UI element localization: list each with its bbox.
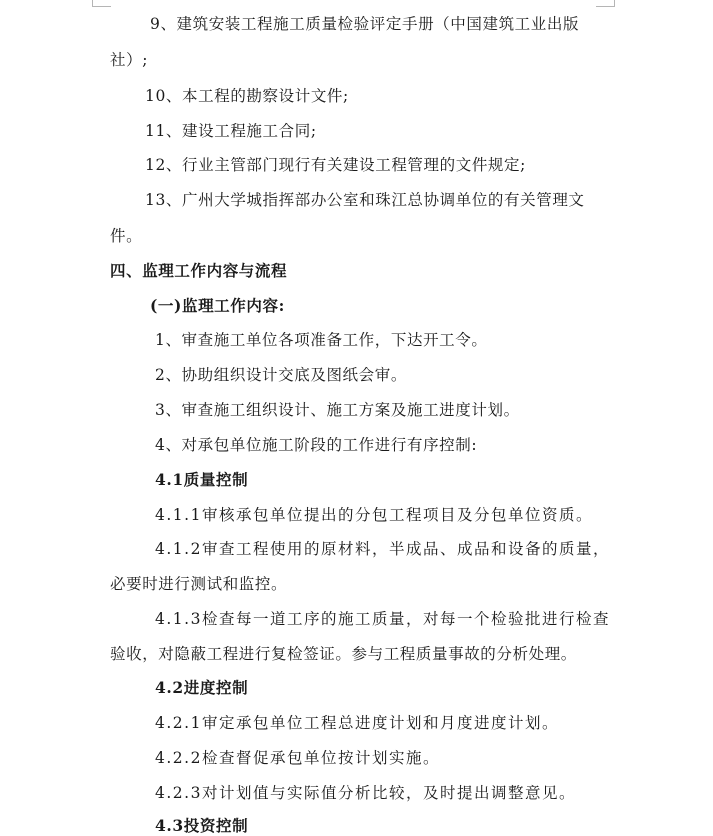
- ref-item-11: 11、建设工程施工合同;: [145, 122, 317, 140]
- work-item-3: 3、审查施工组织设计、施工方案及施工进度计划。: [155, 401, 520, 419]
- section-heading: 四、监理工作内容与流程: [110, 261, 288, 280]
- work-item-2: 2、协助组织设计交底及图纸会审。: [155, 366, 407, 384]
- ref-item-9-line2: 社）;: [110, 51, 149, 69]
- ref-item-13-line2: 件。: [110, 227, 143, 245]
- ref-item-9-line1: 9、建筑安装工程施工质量检验评定手册（中国建筑工业出版: [150, 15, 580, 33]
- schedule-control-heading: 4.2进度控制: [155, 678, 249, 697]
- quality-control-heading: 4.1质量控制: [155, 470, 249, 489]
- work-item-1: 1、审查施工单位各项准备工作，下达开工令。: [155, 331, 488, 349]
- schedule-item-4-2-1: 4.2.1审定承包单位工程总进度计划和月度进度计划。: [155, 714, 559, 732]
- quality-item-4-1-3-line2: 验收，对隐蔽工程进行复检签证。参与工程质量事故的分析处理。: [110, 645, 577, 663]
- cost-control-heading-cut: 4.3投资控制: [155, 816, 249, 835]
- work-item-4: 4、对承包单位施工阶段的工作进行有序控制:: [155, 436, 478, 454]
- quality-item-4-1-2-line2: 必要时进行测试和监控。: [110, 575, 288, 593]
- schedule-item-4-2-3: 4.2.3对计划值与实际值分析比较，及时提出调整意见。: [155, 784, 576, 802]
- quality-item-4-1-3-line1: 4.1.3检查每一道工序的施工质量，对每一个检验批进行检查: [155, 610, 610, 628]
- ref-item-13-line1: 13、广州大学城指挥部办公室和珠江总协调单位的有关管理文: [145, 191, 585, 209]
- quality-item-4-1-2-line1: 4.1.2审查工程使用的原材料，半成品、成品和设备的质量，: [155, 540, 610, 558]
- section-subheading: (一)监理工作内容:: [150, 296, 285, 315]
- quality-item-4-1-1: 4.1.1审核承包单位提出的分包工程项目及分包单位资质。: [155, 506, 593, 524]
- ref-item-12: 12、行业主管部门现行有关建设工程管理的文件规定;: [145, 156, 526, 174]
- ref-item-10: 10、本工程的勘察设计文件;: [145, 87, 349, 105]
- schedule-item-4-2-2: 4.2.2检查督促承包单位按计划实施。: [155, 749, 440, 767]
